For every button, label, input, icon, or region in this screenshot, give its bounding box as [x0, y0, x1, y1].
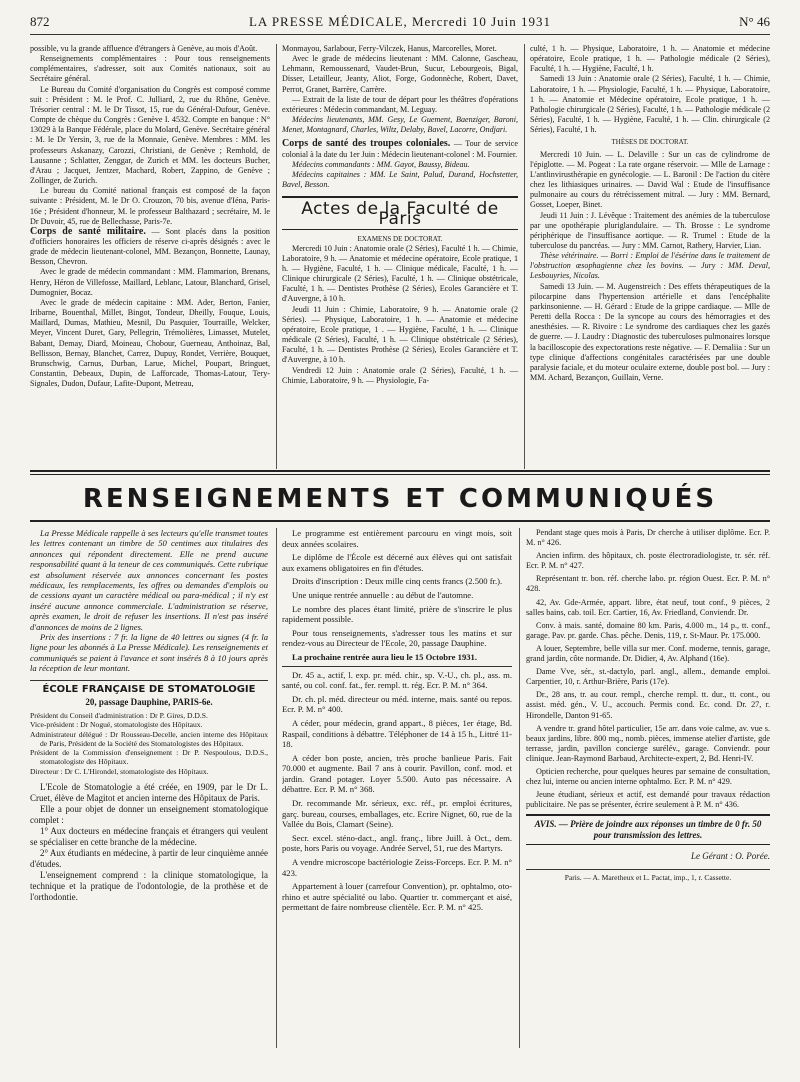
bottom-column-3 [526, 528, 770, 1048]
paragraph: Mercredi 10 Juin : Anatomie orale (2 Séries), Faculté 1 h. — Chimie, Laboratoire, 9 h. — Anatomie et médecine opératoire, Ecole pratique, 1 h. — Hygiène, Faculté, 1 h. — Clinique médicale, Faculté, 1 h. — Clinique chirurgicale (2 Séries), Faculté, 1 h. — Clinique obstétricale, Faculté, 1 h. — Dentistes Prothèse (2 Séries), Ecoles Garancière et T. d'Auvergne, à 10 h. [282, 243, 518, 304]
classified-ad: 42, Av. Gde-Armée, appart. libre, état neuf, tout conf., 9 pièces, 2 salles bains, cab. toil. Ecr. Cartier, 16, Av. Friedland, Conviendr. Dr. [526, 597, 770, 617]
header-rule [30, 34, 770, 35]
paragraph: Le diplôme de l'École est décerné aux élèves qui ont satisfait aux examens obligatoires en fin d'études. [282, 552, 512, 573]
classified-ad: Jeune étudiant, sérieux et actif, est demandé pour travaux rédaction publicitaire. Ne pas se présenter, écrire seulement à P. M. n° 436. [526, 790, 770, 810]
paragraph: Le programme est entièrement parcouru en vingt mois, soit deux années scolaires. [282, 528, 512, 549]
paragraph: Jeudi 11 Juin : J. Lévêque : Traitement des anémies de la tuberculose par une opothérapie pluriglandulaire. — Th. Brosse : Le syndrome périphérique de l'insuffisance aortique. — R. Trumel : Etude de la tuberculose du pancréas. — Jury : MM. Carnot, Rathery, Harvier, Lian. [530, 210, 770, 250]
paragraph: La prochaine rentrée aura lieu le 15 Octobre 1931. [292, 651, 477, 662]
journal-title: LA PRESSE MÉDICALE, Mercredi 10 Juin 1931 [248, 14, 552, 29]
divider [30, 680, 268, 681]
paragraph: Vendredi 12 Juin : Anatomie orale (2 Séries), Faculté, 1 h. — Chimie, Laboratoire, 9 h. — Physiologie, Fa- [282, 365, 518, 385]
paragraph: 1° Aux docteurs en médecine français et étrangers qui veulent se spécialiser en cette branche de la médecine. [30, 826, 268, 848]
list-item: Administrateur délégué : Dr Rousseau-Decelle, ancien interne des Hôpitaux de Paris, Président de la Société des Stomatologistes des Hôpitaux. [30, 729, 268, 748]
list-item: Président de la Commission d'enseignement : Dr P. Nespoulous, D.D.S., stomatologiste des Hôpitaux. [30, 748, 268, 767]
list-item: Président du Conseil d'administration : Dr P. Gires, D.D.S. [30, 711, 208, 720]
classified-ad: A céder, pour médecin, grand appart., 8 pièces, 1er étage, Bd. Raspail, conditions à débattre. Téléphoner de 14 à 15 h., Littré 11-18. [282, 717, 512, 750]
section-rule [30, 474, 770, 475]
notice-paragraph: La Presse Médicale rappelle à ses lecteurs qu'elle transmet toutes les lettres contenant un timbre de 50 centimes aux titulaires des annonces qui répondent directement. Elle ne prend aucune responsabilité quant à la teneur de ces communiqués. Cette rubrique est absolument réservée aux annonces concernant les postes médicaux, les remplacements, les offres ou demandes d'emplois ou de cessions ayant un caractère médical ou para-médical ; il n'y est inséré aucune annonce commerciale. L'administration se réserve, après examen, le droit de refuser les insertions. Il n'est pas inséré d'annonces de moins de 2 lignes. [30, 528, 268, 632]
faculte-section [282, 196, 518, 229]
paragraph: Médecins commandants : MM. Gayot, Baussy, Bideau. [292, 159, 470, 169]
gerant-signature: Le Gérant : O. Porée. [691, 851, 770, 862]
paragraph: 2° Aux étudiants en médecine, à partir de leur cinquième année d'études. [30, 848, 268, 870]
paragraph: Le bureau du Comité national français est composé de la façon suivante : Président, M. le Dr O. Crouzon, 70 bis, avenue d'Iéna, Paris-16e ; Président d'honneur, M. le professeur Balthazard ; secrétaire, M. le Dr Duvoir, 45, rue de Bellechasse, Paris-7e. [30, 186, 270, 226]
paragraph: Pour tous renseignements, s'adresser tous les matins et sur rendez-vous au Directeur de l'Ecole, 20, passage Dauphine. [282, 627, 512, 649]
paragraph: L'enseignement comprend : la clinique stomatologique, la technique et la pratique de l'odontologie, de la prothèse et de l'orthodontie. [30, 870, 268, 903]
paragraph: — Tour de service colonial à la date du 1er Juin : Médecin lieutenant-colonel : M. Fournier. [282, 139, 518, 159]
subheading: EXAMENS DE DOCTORAT. [357, 234, 443, 243]
column-divider [524, 44, 525, 469]
staff-list [30, 711, 268, 776]
paragraph: Médecins capitaines : MM. Le Saint, Palud, Durand, Hochstetter, Bavel, Besson. [282, 169, 518, 190]
section-rule [30, 470, 770, 472]
list-item: Vice-président : Dr Nogué, stomatologiste des Hôpitaux. [30, 720, 203, 730]
printer-line: Paris. — A. Maretheux et L. Pactat, imp., 1, r. Cassette. [526, 869, 770, 883]
section-title: Actes de la Faculté de Paris [301, 199, 499, 230]
banner-rule [30, 520, 770, 522]
divider [282, 666, 512, 667]
ecole-address: 20, passage Dauphine, PARIS-6e. [85, 696, 213, 707]
issue-number: N° 46 [739, 14, 770, 29]
section-heading: Corps de santé militaire. [30, 225, 146, 237]
paragraph: culté, 1 h. — Physique, Laboratoire, 1 h. — Anatomie et médecine opératoire, Ecole pratique, 1 h. — Pathologie médicale (2 Séries), Faculté, 1 h. — Hygiène, Faculté, 1 h. [530, 44, 770, 74]
paragraph: Droits d'inscription : Deux mille cinq cents francs (2.500 fr.). [292, 576, 503, 587]
paragraph: Médecins lieutenants, MM. Gesy, Le Guement, Baenziger, Baroni, Menet, Montagnard, Charles, Wiltz, Delaby, Bavel, Lacorre, Ondjari. [282, 115, 518, 135]
paragraph: Avec le grade de médecin capitaine : MM. Ader, Berton, Fanier, Iribarne, Bouenthal, Millet, Bingot, Tondeur, Dheilly, Fouque, Louis, Maillard, Dumas, Mathieu, Mesnil, Du Pasquier, Tourraille, Welcker, Meyer, Vincent Duret, Gary, Pellegrin, Trémolières, Limasset, Mutelet, Babant, Demay, Diard, Moineau, Chobour, Guerneau, Anthoinaz, Bal, Bellisson, Bernay, Blanchet, Carrez, Dupuy, Rondet, Verrière, Bouquet, Brunschwig, Carnus, Durban, Larue, Michel, Poupart, Bringuet, Constantin, Debeaux, Dupin, de Lafforcade, Thomas-Latour, Tery-Signales, Dudon, Dufaur, Lafite-Dupont, Metreau, [30, 297, 270, 389]
paragraph: Avec le grade de médecins lieutenant : MM. Calonne, Gascheau, Lehmann, Remoussenard, Vaudet-Brun, Sucur, Lebourgeois, Bigal, Disser, Letailleur, Jeanty, Aliot, Forge, Godonnèche, Robert, Davet, Perrot, Granet, Barrère, Carrère. [282, 54, 518, 94]
paragraph: Jeudi 11 Juin : Chimie, Laboratoire, 9 h. — Anatomie orale (2 Séries). — Physique, Laboratoire, 1 h. — Anatomie et médecine opératoire, Ecole pratique, 1 . — Hygiène, Faculté, 1 h. — Clinique médicale (2 Séries), Faculté, 1 h. — Clinique obstétricale (2 Séries), Faculté, 1 h. — Dentistes Prothèse (2 Séries), Ecoles Garancière et T. d'Auvergne, à 10 h. [282, 304, 518, 365]
classified-ad: Dr., 28 ans, tr. au cour. rempl., cherche rempl. tt. dur., tt. cont., ou assist. méd. gén., V. U., accouch. Permis cond. Ec. cond. Dr. 27, r. Hirondelle, Danton 91-65. [526, 690, 770, 720]
paragraph: — Sont placés dans la position d'officiers honoraires les officiers de réserve ci-après désignés : avec le grade de médecin lieutenant-colonel, MM. Bezançon, Bonnette, Launay, Besson, Chevron. [30, 226, 270, 267]
classified-ad: Dr. 45 a., actif, l. exp. pr. méd. chir., sp. V.-U., ch. pl., ass. m. santé, ou col. conf. fat., fer. rempl. tt. rég. Ecr. P. M. n° 364. [282, 669, 512, 691]
renseignements-banner: RENSEIGNEMENTS ET COMMUNIQUÉS [82, 484, 718, 514]
subheading: THÈSES DE DOCTORAT. [611, 138, 689, 147]
classified-ad: A céder bon poste, ancien, très proche banlieue Paris. Fait 70.000 et augmente. Bail 7 ans à courir. Pavillon, conf. mod. et jardin. Grand potager. Loyer 5.500. Auto pas nécessaire. A débattre. Ecr. P. M. n° 368. [282, 752, 512, 795]
paragraph: Thèse vétérinaire. — Borri : Emploi de l'ésérine dans le traitement de l'obstruction œsophagienne chez les bovins. — Jury : MM. Deval, Lesbouyries, Nicolas. [530, 251, 770, 281]
paragraph: Elle a pour objet de donner un enseignement stomatologique complet : [30, 804, 268, 826]
page-number: 872 [30, 14, 50, 29]
column-divider [519, 528, 520, 1048]
ecole-title: ÉCOLE FRANÇAISE DE STOMATOLOGIE [42, 683, 256, 695]
list-item: Directeur : Dr C. L'Hirondel, stomatologiste des Hôpitaux. [30, 766, 209, 776]
paragraph: Samedi 13 Juin : Anatomie orale (2 Séries), Faculté, 1 h. — Chimie, Laboratoire, 1 h. — Physiologie, Faculté, 1 h. — Physique, Laboratoire, 1 h. — Anatomie et Médecine opératoire, Ecole pratique, 1 h. — Pathologie chirurgicale (2 Séries), Faculté, 1 h. — Pathologie médicale (2 Séries), Faculté, 1 h. — Hygiène, Faculté, 1 h. — Clin. chirurgicale (2 Séries), Faculté, 1 h. [530, 74, 770, 135]
paragraph: Une unique rentrée annuelle : au début de l'automne. [292, 589, 474, 600]
price-paragraph: Prix des insertions : 7 fr. la ligne de 40 lettres ou signes (4 fr. la ligne pour les abonnés à La Presse Médicale). Les renseignements et communiqués se paient à l'avance et sont insérés 8 à 10 jours après la réception de leur montant. [30, 632, 268, 674]
paragraph: Le nombre des places étant limité, prière de s'inscrire le plus rapidement possible. [282, 603, 512, 625]
classified-ad: A louer, Septembre, belle villa sur mer. Conf. moderne, tennis, garage, grand jardin, côte normande. Dr. Didier, 4, Av. Alphand (16e). [526, 643, 770, 664]
paragraph: Samedi 13 Juin. — M. Augenstreich : Des effets thérapeutiques de la pilocarpine dans l'hypertension artérielle et dans l'encéphalite parkinsonienne. — H. Gérard : Etude de la grippe cardiaque. — Mlle de Peretti della Rocca : De la syncope au cours des hémorragies et des anesthésies. — R. Rivoire : Le syndrome des cardiaques chez les gazés de guerre. — J. Laudry : Diagnostic des tuberculoses pulmonaires lorsque la bacilloscopie des expectorations reste négative. — F. Demaliia : Sur un type clinique d'affections congénitales caractérisées par une double paralysie faciale, et du moteur oculaire externe, double post bol. — Jury : MM. Achard, Bezançon, Guillain, Verne. [530, 281, 770, 382]
classified-ad: Pendant stage ques mois à Paris, Dr cherche à utiliser diplôme. Ecr. P. M. n° 426. [526, 528, 770, 548]
column-divider [276, 44, 277, 469]
paragraph: L'Ecole de Stomatologie a été créée, en 1909, par le Dr L. Cruet, élève de Magitot et ancien interne des Hôpitaux de Paris. [30, 782, 268, 804]
classified-ad: Opticien recherche, pour quelques heures par semaine de consultation, chez lui, interne ou ancien interne ophtalmo. Ecr. P. M. n° 429. [526, 766, 770, 787]
bottom-column-1 [30, 528, 268, 1048]
classified-ad: Secr. excel. sténo-dact., angl. franç., libre Juill. à Oct., dem. poste, hors Paris ou voyage. Andrée Servel, 51, rue des Martyrs. [282, 832, 512, 854]
avis-notice: AVIS. — Prière de joindre aux réponses un timbre de 0 fr. 50 pour transmission des lettres. [526, 814, 770, 845]
classified-ad: Dame Vve, sér., st.-dactylo, parl. angl., allem., demande emploi. Carpentier, 10, r. Arthur-Brière, Paris (17e). [526, 667, 770, 687]
classified-ad: Dr. recommande Mr. sérieux, exc. réf., pr. emploi écritures, garç. bureau, courses, emballages, etc. Ecrire Nignet, 60, rue de la Vallée du Bois, Clamart (Seine). [282, 798, 512, 830]
column-divider [276, 528, 277, 1048]
paragraph: Monmayou, Sarlabour, Ferry-Vilczek, Hanus, Marcorelles, Moret. [282, 44, 497, 53]
section-heading: Corps de santé des troupes coloniales. [282, 138, 451, 150]
page-header [30, 14, 770, 34]
paragraph: Renseignements complémentaires : Pour tous renseignements complémentaires, s'adresser, soit aux Comités nationaux, soit au Secrétaire général. [30, 54, 270, 84]
top-column-3 [530, 44, 770, 469]
classified-ad: Appartement à louer (carrefour Convention), pr. ophtalmo, oto-rhino et autre spécialité ou labo. Quartier tr. commerçant et aisé, permettant de faire nombreuse clientèle. Ecr. P. M. n° 425. [282, 881, 512, 913]
paragraph: Le Bureau du Comité d'organisation du Congrès est composé comme suit : Président : M. le Prof. C. Julliard, 2, rue du Rhône, Genève. Trésorier central : M. le Dr Tissot, 15, rue du Général-Dufour, Genève. Compte de chèque du Congrès : Genève I. 4532. Compte en banque : N° 13029 à la Banque Fédérale, place du Molard, Genève. Secrétaire général : M. le Dr Yersin, 3, rue de la Monnaie, Genève. Membres : MM. les professeurs Askanazy, Carozzi, Christiani, de Genève ; Remhold, de Lausanne ; Schlatter, Zenggar, de Zurich et MM. les docteurs Bucher, d'Arau ; Jacquet, Jentzer, Machard, Robert, Zappino, de Genève ; Zollinger, de Zurich. [30, 84, 270, 186]
classified-ad: A vendre tr. grand hôtel particulier, 15e arr. dans voie calme, av. vue s. beaux jardins, libre. 800 mq., nomb. pièces, immense atelier d'artiste, gde terrasse, jardin, pavillon concierge surélév., garage. Conviendr. pour clinique. Jean-Raymond Barbaud, Architecte-expert, 2, Bd. Henri-IV. [526, 723, 770, 763]
classified-ad: Conv. à mais. santé, domaine 80 km. Paris, 4.000 m., 14 p., tt. conf., garage. Pav. pr. garde. Chas. pêche. Denis, 119, r. St-Maur. Pr. 175.000. [526, 620, 770, 640]
bottom-column-2 [282, 528, 512, 1048]
top-column-2 [282, 44, 518, 469]
top-column-1 [30, 44, 270, 469]
paragraph: Avec le grade de médecin commandant : MM. Flammarion, Brenans, Henry, Héron de Villefosse, Maillard, Leblanc, Latour, Blanchard, Grisel, Dumognier, Bocaz. [30, 267, 270, 297]
paragraph: possible, vu la grande affluence d'étrangers à Genève, au mois d'Août. [30, 44, 258, 53]
paragraph: Mercredi 10 Juin. — L. Delaville : Sur un cas de cylindrome de l'épiglotte. — M. Pogeat : La rate organe réservoir. — Mlle de Larnage : L'antlinvirusthérapie en gynécologie. — L. Baronil : De l'action du citère chez les lithiasiques urinaires. — David Wal : Etude de l'insuffisance pulmonaire au cours du rétrécissement mitral. — Jury : MM. Bernard, Gosset, Loeper, Binet. [530, 149, 770, 210]
classified-ad: Dr. ch. pl. méd. directeur ou méd. interne, mais. santé ou repos. Ecr. P. M. n° 400. [282, 693, 512, 715]
classified-ad: Ancien infirm. des hôpitaux, ch. poste électroradiologiste, tr. sér. réf. Ecr. P. M. n° 427. [526, 551, 770, 571]
classified-ad: Représentant tr. bon. réf. cherche labo. pr. région Ouest. Ecr. P. M. n° 428. [526, 574, 770, 594]
classified-ad: A vendre microscope bactériologie Zeiss-Forceps. Ecr. P. M. n° 423. [282, 857, 512, 878]
paragraph: — Extrait de la liste de tour de départ pour les théâtres d'opérations extérieures : Médecin commandant, M. Leguay. [282, 94, 518, 114]
